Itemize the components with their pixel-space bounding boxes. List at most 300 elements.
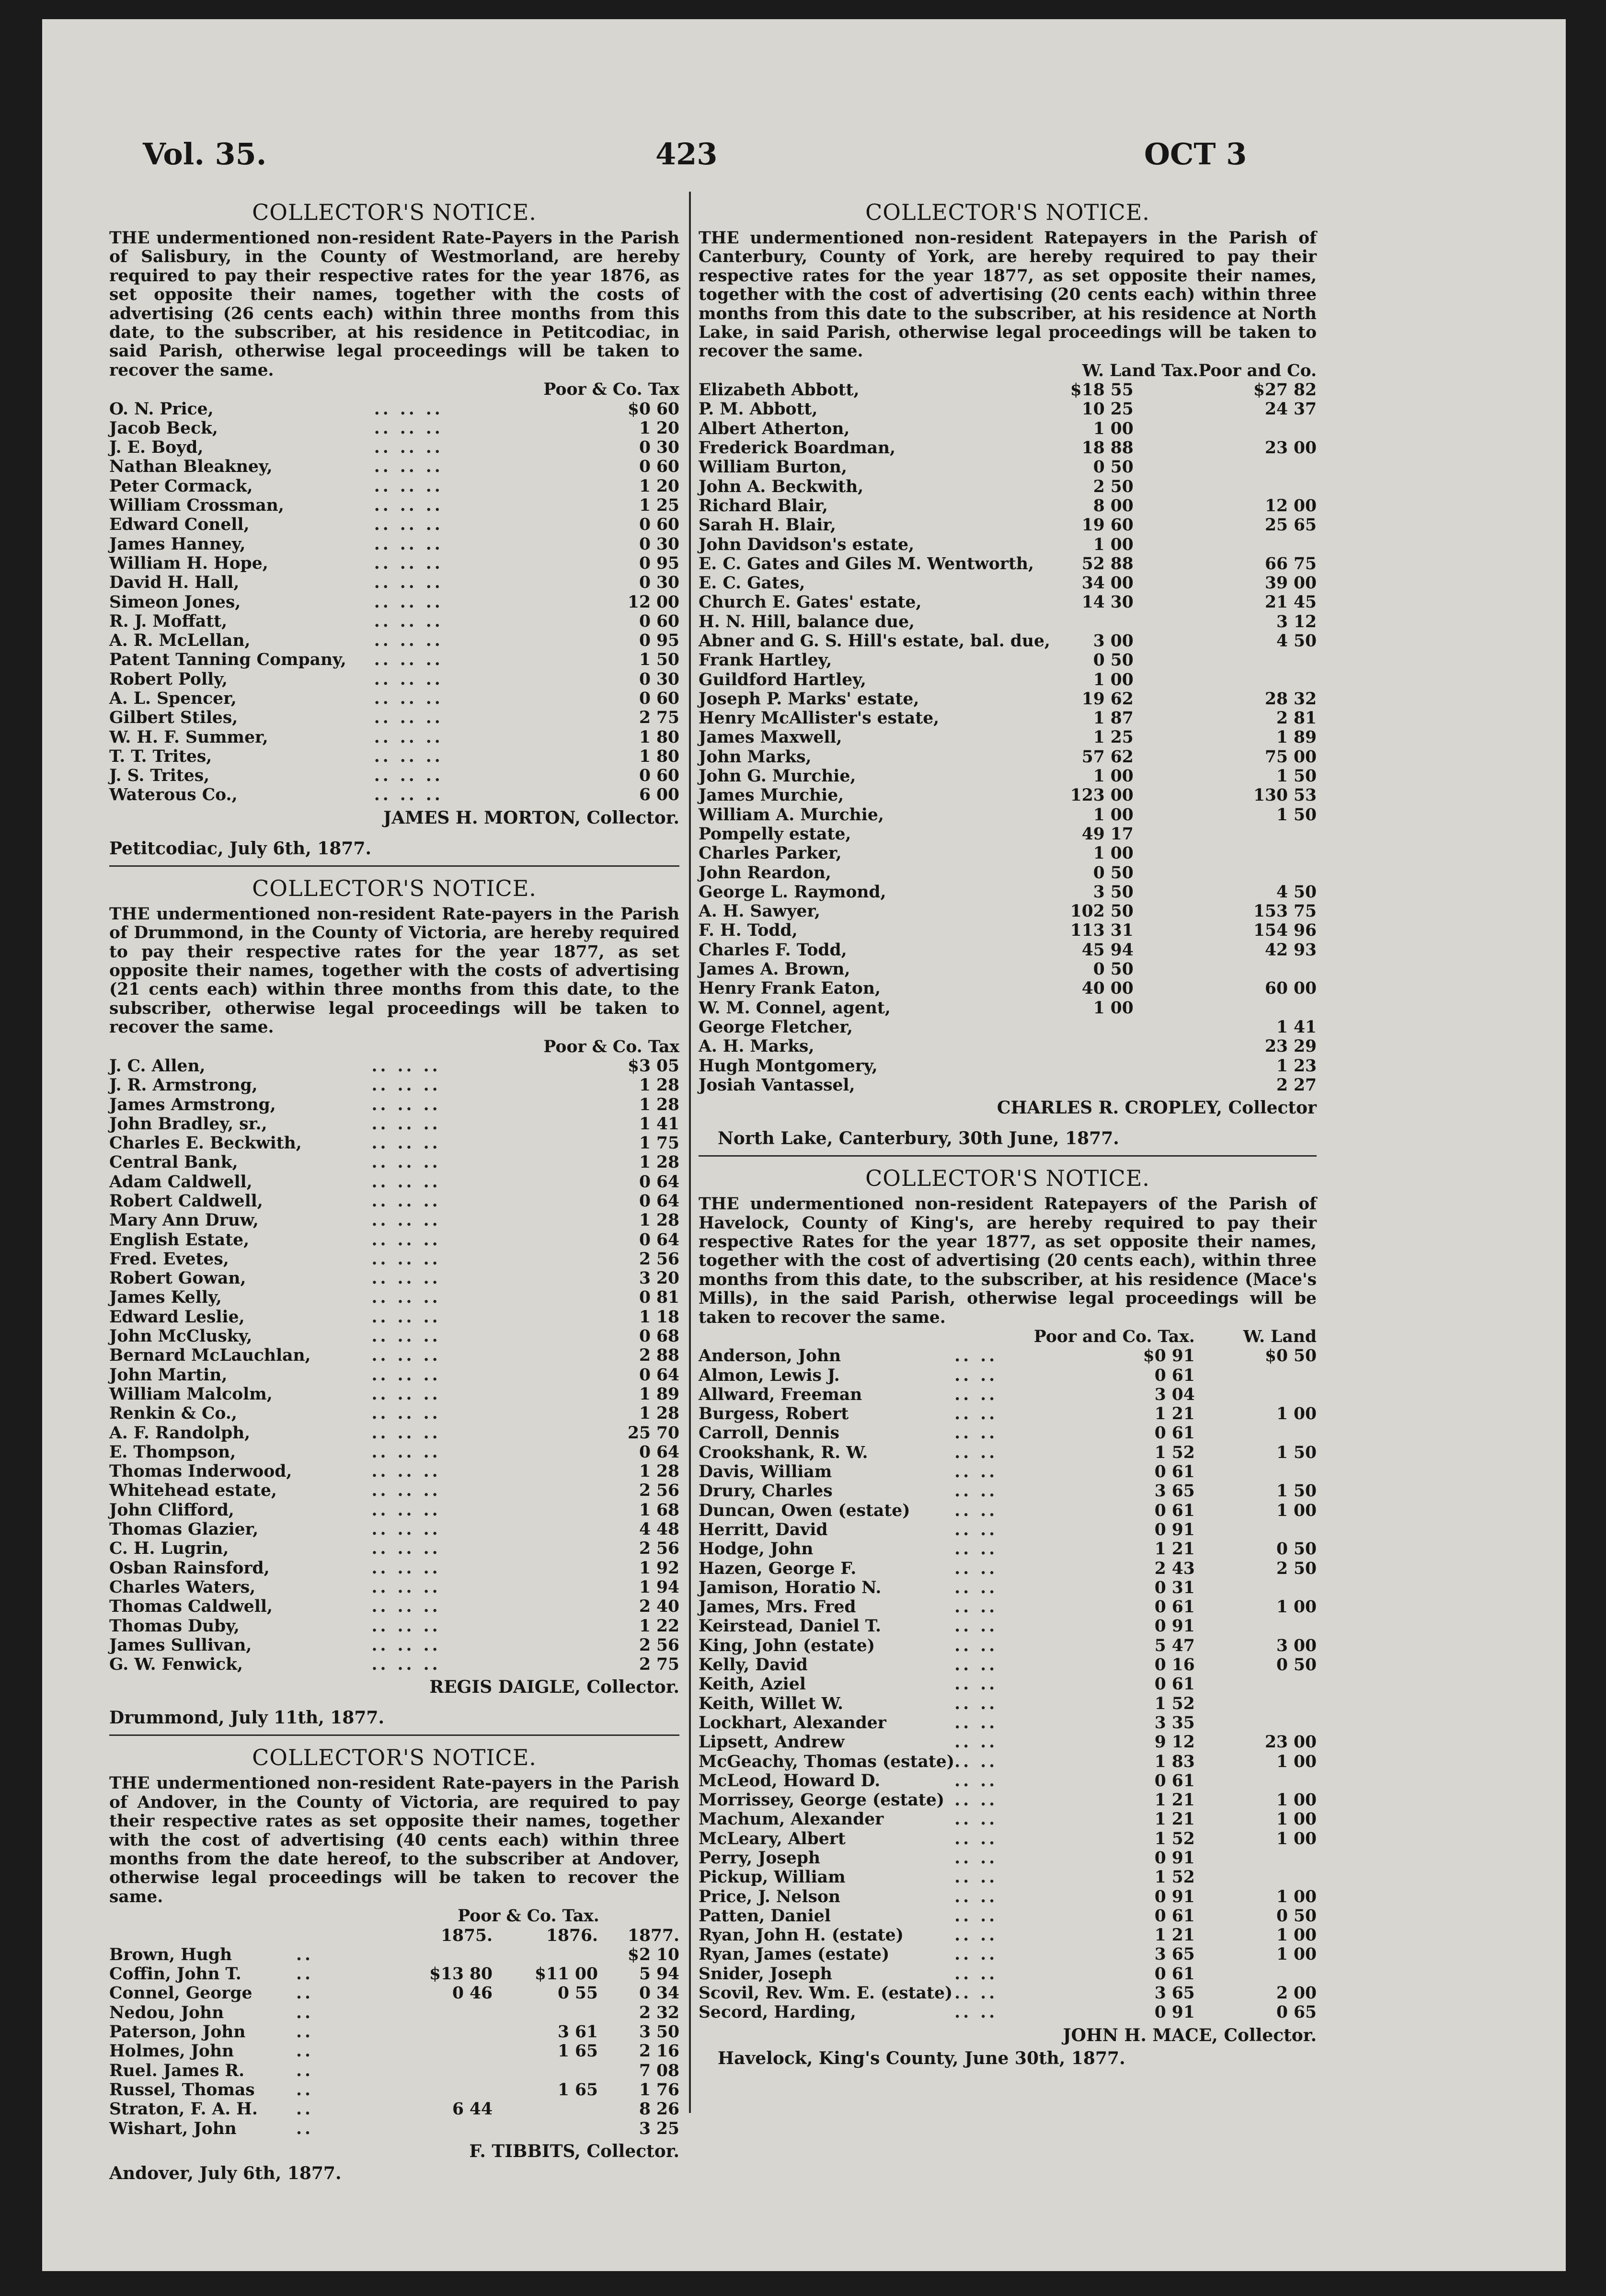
poor-co-tax: 153 75 xyxy=(1253,902,1317,921)
leader-dots: .. .. .. xyxy=(371,1597,441,1617)
notice-title: COLLECTOR'S NOTICE. xyxy=(865,1165,1150,1192)
leader-dots: .. .. .. xyxy=(371,1192,441,1211)
poor-co-tax: 0 61 xyxy=(1154,1964,1195,1984)
tax-amount: 1 28 xyxy=(639,1095,679,1114)
table-header-row xyxy=(699,361,1317,380)
tax-amount: 4 48 xyxy=(639,1520,679,1539)
ratepayer-name: Patent Tanning Company, xyxy=(109,650,346,670)
ratepayer-name: Allward, Freeman xyxy=(699,1385,862,1404)
land-tax xyxy=(1195,1424,1317,1443)
table-row xyxy=(699,477,1317,496)
ratepayer-name: McLeary, Albert xyxy=(699,1829,846,1848)
tax-1877: 3 25 xyxy=(639,2119,679,2138)
poor-co-tax xyxy=(1198,477,1317,496)
land-tax xyxy=(1050,612,1134,631)
land-tax: 1 00 xyxy=(1276,1945,1317,1964)
spacer xyxy=(1134,438,1199,458)
issue-date: OCT 3 xyxy=(1144,137,1247,172)
spacer xyxy=(1134,728,1199,747)
table-row xyxy=(109,747,679,766)
table-row xyxy=(699,1984,1317,2003)
ratepayer-name: Peter Cormack, xyxy=(109,476,253,496)
leader-dots: .. .. xyxy=(954,1964,998,1984)
poor-co-tax: 1 83 xyxy=(1154,1752,1195,1771)
divider xyxy=(109,865,679,867)
leader-dots: .. .. xyxy=(954,1539,998,1559)
leader-dots: .. .. .. xyxy=(374,457,443,477)
land-tax: 49 17 xyxy=(1081,824,1134,844)
table-row xyxy=(699,767,1317,786)
ratepayer-name: Frank Hartley, xyxy=(699,651,832,670)
ratepayer-name: Coffin, John T. xyxy=(109,1964,241,1984)
table-row xyxy=(699,1520,1317,1539)
ratepayer-name: Jamison, Horatio N. xyxy=(699,1578,882,1597)
tax-amount: 0 64 xyxy=(639,1230,679,1250)
ratepayer-name: Frederick Boardman, xyxy=(699,438,896,458)
poor-co-tax: 0 61 xyxy=(1154,1675,1195,1694)
tax-1875: 6 44 xyxy=(452,2100,493,2119)
leader-dots: .. .. xyxy=(954,1713,998,1733)
tax-1876 xyxy=(493,2119,598,2138)
tax-amount: 1 28 xyxy=(639,1211,679,1230)
table-header-row xyxy=(109,1906,679,1926)
ratepayer-name: Gilbert Stiles, xyxy=(109,708,238,728)
leader-dots: .. .. xyxy=(954,1655,998,1675)
ratepayer-name: Thomas Duby, xyxy=(109,1616,240,1636)
table-row xyxy=(699,805,1317,825)
table-row xyxy=(109,1424,679,1443)
table-row xyxy=(699,902,1317,921)
table-row xyxy=(109,1984,679,2003)
poor-co-tax: 25 65 xyxy=(1264,516,1317,535)
ratepayer-name: John McClusky, xyxy=(109,1327,252,1346)
poor-co-tax xyxy=(1198,844,1317,863)
ratepayer-name: James Sullivan, xyxy=(109,1635,252,1655)
tax-amount: 1 75 xyxy=(639,1134,679,1153)
collector-signature: REGIS DAIGLE, Collector. xyxy=(429,1677,679,1698)
poor-co-tax: 1 21 xyxy=(1154,1539,1195,1559)
poor-co-tax: 3 65 xyxy=(1154,1945,1195,1964)
tax-amount: 2 88 xyxy=(639,1346,679,1366)
leader-dots: .. .. xyxy=(954,1346,998,1366)
ratepayer-name: Whitehead estate, xyxy=(109,1481,277,1501)
tax-1876 xyxy=(493,2061,598,2080)
poor-co-tax: 1 23 xyxy=(1276,1056,1317,1076)
table-row xyxy=(699,670,1317,689)
table-row xyxy=(109,2100,679,2119)
land-tax: 19 62 xyxy=(1081,689,1134,709)
ratepayer-name: Sarah H. Blair, xyxy=(699,516,836,535)
tax-amount: 2 56 xyxy=(639,1539,679,1559)
table-row xyxy=(699,1771,1317,1791)
table-row xyxy=(109,1153,679,1172)
table-row xyxy=(699,631,1317,651)
column-header: Poor & Co. Tax. xyxy=(458,1906,599,1926)
tax-amount: 0 64 xyxy=(639,1172,679,1192)
spacer xyxy=(1134,767,1199,786)
table-header-row xyxy=(109,1037,679,1056)
table-row xyxy=(109,612,679,631)
leader-dots: .. .. .. xyxy=(371,1230,441,1250)
ratepayer-name: F. H. Todd, xyxy=(699,921,798,941)
spacer xyxy=(1134,380,1199,400)
table-row xyxy=(699,1037,1317,1056)
table-row xyxy=(699,1926,1317,1945)
tax-amount: 1 20 xyxy=(639,476,679,496)
table-row xyxy=(699,1655,1317,1675)
ratepayer-name: John Davidson's estate, xyxy=(699,535,915,554)
table-row xyxy=(109,1269,679,1288)
ratepayer-name: Osban Rainsford, xyxy=(109,1558,270,1578)
tax-amount: 25 70 xyxy=(627,1423,679,1443)
poor-co-tax: 0 16 xyxy=(1154,1655,1195,1675)
leader-dots: .. .. xyxy=(954,1829,998,1848)
ratepayer-name: George L. Raymond, xyxy=(699,882,886,902)
leader-dots: .. .. .. xyxy=(371,1635,441,1655)
table-row xyxy=(109,573,679,592)
ratepayer-name: George Fletcher, xyxy=(699,1017,853,1037)
spacer xyxy=(1134,477,1199,496)
poor-co-tax: 0 61 xyxy=(1154,1771,1195,1791)
land-tax xyxy=(1195,1617,1317,1636)
land-tax: 1 00 xyxy=(1093,767,1134,786)
table-row xyxy=(109,689,679,708)
ratepayer-name: McGeachy, Thomas (estate) xyxy=(699,1752,955,1771)
land-tax: 0 65 xyxy=(1276,2003,1317,2022)
ratepayer-name: Straton, F. A. H. xyxy=(109,2100,258,2119)
leader-dots: .. .. xyxy=(954,1771,998,1791)
table-row xyxy=(109,1114,679,1134)
poor-co-tax: 154 96 xyxy=(1253,921,1317,941)
poor-co-tax: 2 43 xyxy=(1154,1559,1195,1578)
ratepayer-name: Ruel. James R. xyxy=(109,2061,245,2080)
tax-amount: 1 18 xyxy=(639,1307,679,1327)
leader-dots: .. .. .. xyxy=(374,515,443,535)
ratepayer-name: A. R. McLellan, xyxy=(109,631,251,651)
table-row xyxy=(109,1597,679,1616)
land-tax: 2 50 xyxy=(1093,477,1134,496)
land-tax: 1 00 xyxy=(1093,535,1134,554)
leader-dots: .. .. .. xyxy=(374,534,443,554)
tax-amount: 1 28 xyxy=(639,1462,679,1481)
poor-co-tax: 1 41 xyxy=(1276,1017,1317,1037)
table-row xyxy=(699,1076,1317,1095)
leader-dots: .. .. .. xyxy=(371,1404,441,1424)
table-header-row xyxy=(109,380,679,399)
land-tax: 1 87 xyxy=(1093,709,1134,728)
ratepayer-name: Elizabeth Abbott, xyxy=(699,380,860,400)
ratepayer-name: W. H. F. Summer, xyxy=(109,727,268,747)
ratepayer-name: Thomas Inderwood, xyxy=(109,1462,292,1481)
leader-dots: .. .. xyxy=(954,1462,998,1482)
leader-dots: .. .. xyxy=(954,1636,998,1655)
poor-co-tax: 3 04 xyxy=(1154,1385,1195,1404)
poor-co-tax: 75 00 xyxy=(1264,747,1317,767)
table-row xyxy=(699,999,1317,1018)
ratepayer-name: Keirstead, Daniel T. xyxy=(699,1617,882,1636)
leader-dots: .. .. xyxy=(954,1694,998,1713)
tax-amount: 1 50 xyxy=(639,650,679,670)
land-tax: 1 00 xyxy=(1276,1597,1317,1617)
table-row xyxy=(109,554,679,573)
table-row xyxy=(699,1636,1317,1655)
leader-dots: .. .. .. xyxy=(371,1076,441,1095)
tax-1875: 0 46 xyxy=(452,1984,493,2003)
leader-dots: .. xyxy=(296,2080,314,2100)
leader-dots: .. xyxy=(296,2003,314,2022)
table-row xyxy=(699,979,1317,998)
table-row xyxy=(699,1848,1317,1868)
ratepayer-name: Thomas Caldwell, xyxy=(109,1597,273,1617)
tax-amount: 1 68 xyxy=(639,1500,679,1520)
leader-dots: .. .. .. xyxy=(371,1423,441,1443)
leader-dots: .. .. .. xyxy=(371,1346,441,1366)
ratepayer-name: Duncan, Owen (estate) xyxy=(699,1501,910,1520)
column-header-land: W. Land xyxy=(1243,1327,1317,1346)
tax-amount: 3 20 xyxy=(639,1269,679,1288)
table-row xyxy=(109,457,679,476)
leader-dots: .. .. .. xyxy=(371,1558,441,1578)
land-tax: 8 00 xyxy=(1093,496,1134,516)
poor-co-tax: $0 91 xyxy=(1143,1346,1195,1366)
ratepayer-name: E. Thompson, xyxy=(109,1442,236,1462)
notice-title: COLLECTOR'S NOTICE. xyxy=(252,1745,537,1771)
table-row xyxy=(109,477,679,496)
tax-amount: 1 28 xyxy=(639,1076,679,1095)
spacer xyxy=(1134,516,1199,535)
table-row xyxy=(699,2003,1317,2022)
notice-body: THE undermentioned non-resident Rate-payers in the Parish of Andover, in the County of Victoria, are required to pay their respective rates as set opposite their names, together with the cost of advertising (40 cents each) within three months from the date hereof, to the subscriber at Andover, otherwise legal proceedings will be taken to recover the same. xyxy=(109,1774,679,1906)
ratepayer-name: J. S. Trites, xyxy=(109,766,210,786)
ratepayer-name: James Armstrong, xyxy=(109,1095,276,1114)
ratepayer-name: Hugh Montgomery, xyxy=(699,1056,878,1076)
table-row xyxy=(699,438,1317,458)
land-tax: 45 94 xyxy=(1081,940,1134,960)
year-header-row xyxy=(109,1926,679,1945)
tax-1877: 1 76 xyxy=(639,2080,679,2100)
column-header: Poor & Co. Tax xyxy=(543,1037,679,1056)
table-row xyxy=(699,612,1317,631)
place-date: Drummond, July 11th, 1877. xyxy=(109,1708,384,1728)
leader-dots: .. .. .. xyxy=(371,1134,441,1153)
spacer xyxy=(1134,960,1199,979)
tax-amount: 2 56 xyxy=(639,1481,679,1501)
land-tax: $18 55 xyxy=(1070,380,1134,400)
leader-dots: .. .. .. xyxy=(374,438,443,458)
ratepayer-name: Pickup, William xyxy=(699,1868,846,1887)
table-row xyxy=(699,419,1317,438)
page-number: 423 xyxy=(655,137,718,172)
ratepayer-name: Anderson, John xyxy=(699,1346,841,1366)
tax-amount: 0 30 xyxy=(639,669,679,689)
tax-amount: 0 30 xyxy=(639,534,679,554)
place-date: Havelock, King's County, June 30th, 1877. xyxy=(718,2048,1125,2068)
poor-co-tax: 3 65 xyxy=(1154,1984,1195,2003)
column-divider xyxy=(689,192,691,2113)
tax-table xyxy=(699,1327,1317,2022)
leader-dots: .. .. .. xyxy=(374,631,443,651)
table-row xyxy=(699,1559,1317,1578)
table-row xyxy=(699,709,1317,728)
land-tax: 1 00 xyxy=(1276,1926,1317,1945)
ratepayer-name: Guildford Hartley, xyxy=(699,670,866,689)
poor-co-tax: 0 61 xyxy=(1154,1462,1195,1482)
tax-1877: 5 94 xyxy=(639,1964,679,1984)
land-tax xyxy=(1050,1037,1134,1056)
place-date: Petitcodiac, July 6th, 1877. xyxy=(109,838,372,859)
leader-dots: .. .. xyxy=(954,1675,998,1694)
ratepayer-name: Charles Parker, xyxy=(699,844,842,863)
spacer xyxy=(1134,612,1199,631)
table-row xyxy=(109,2003,679,2022)
poor-co-tax: 1 52 xyxy=(1154,1443,1195,1462)
ratepayer-name: King, John (estate) xyxy=(699,1636,875,1655)
tax-amount: 0 30 xyxy=(639,438,679,458)
left-column xyxy=(109,196,679,2192)
leader-dots: .. .. xyxy=(954,1520,998,1539)
leader-dots: .. .. xyxy=(954,1424,998,1443)
table-row xyxy=(109,438,679,457)
table-row xyxy=(699,1791,1317,1810)
table-row xyxy=(109,1501,679,1520)
land-tax: 34 00 xyxy=(1081,574,1134,593)
land-tax: 3 50 xyxy=(1093,882,1134,902)
ratepayer-name: Keith, Aziel xyxy=(699,1675,806,1694)
table-row xyxy=(699,1404,1317,1424)
ratepayer-name: Price, J. Nelson xyxy=(699,1887,840,1906)
ratepayer-name: William Burton, xyxy=(699,458,847,477)
table-row xyxy=(109,1578,679,1597)
table-row xyxy=(699,593,1317,612)
tax-1876: $11 00 xyxy=(534,1964,598,1984)
tax-1877: 3 50 xyxy=(639,2022,679,2042)
ratepayer-name: John Martin, xyxy=(109,1365,228,1385)
tax-1876: 1 65 xyxy=(557,2080,598,2100)
ratepayer-name: J. E. Boyd, xyxy=(109,438,204,458)
table-row xyxy=(699,747,1317,767)
spacer xyxy=(1134,883,1199,902)
leader-dots: .. xyxy=(296,1984,314,2003)
table-row xyxy=(109,1250,679,1269)
leader-dots: .. .. .. xyxy=(374,573,443,593)
poor-co-tax: 1 21 xyxy=(1154,1926,1195,1945)
ratepayer-name: Drury, Charles xyxy=(699,1481,833,1501)
tax-amount: 12 00 xyxy=(627,592,679,612)
table-row xyxy=(699,458,1317,477)
ratepayer-name: Snider, Joseph xyxy=(699,1964,832,1984)
leader-dots: .. .. .. xyxy=(371,1384,441,1404)
land-tax: 1 00 xyxy=(1093,844,1134,863)
tax-1877: 7 08 xyxy=(639,2061,679,2080)
table-row xyxy=(109,515,679,534)
tax-amount: 1 20 xyxy=(639,418,679,438)
table-row xyxy=(699,883,1317,902)
poor-co-tax: 1 52 xyxy=(1154,1868,1195,1887)
land-tax: 0 50 xyxy=(1093,863,1134,883)
ratepayer-name: Perry, Joseph xyxy=(699,1848,820,1868)
table-row xyxy=(699,1597,1317,1617)
column-header-poor: Poor and Co. Tax. xyxy=(1033,1327,1195,1346)
leader-dots: .. xyxy=(296,1964,314,1984)
land-tax xyxy=(1195,1868,1317,1887)
tax-table xyxy=(699,361,1317,1095)
ratepayer-name: Charles E. Beckwith, xyxy=(109,1134,302,1153)
tax-amount: 0 68 xyxy=(639,1327,679,1346)
ratepayer-name: A. H. Marks, xyxy=(699,1037,814,1056)
ratepayer-name: John Clifford, xyxy=(109,1500,234,1520)
land-tax: 0 50 xyxy=(1276,1539,1317,1559)
land-tax xyxy=(1195,1675,1317,1694)
leader-dots: .. .. .. xyxy=(371,1500,441,1520)
tax-1876 xyxy=(493,1945,598,1964)
table-row xyxy=(699,1733,1317,1752)
ratepayer-name: E. C. Gates and Giles M. Wentworth, xyxy=(699,554,1034,574)
ratepayer-name: James Kelly, xyxy=(109,1288,222,1308)
land-tax xyxy=(1195,1964,1317,1984)
land-tax: 52 88 xyxy=(1081,554,1134,574)
ratepayer-name: Simeon Jones, xyxy=(109,592,241,612)
tax-1875 xyxy=(378,2119,493,2138)
leader-dots: .. .. xyxy=(954,1617,998,1636)
ratepayer-name: T. T. Trites, xyxy=(109,746,212,766)
spacer xyxy=(1134,902,1199,921)
leader-dots: .. .. .. xyxy=(371,1655,441,1675)
spacer xyxy=(1134,419,1199,438)
poor-co-tax: 9 12 xyxy=(1154,1733,1195,1752)
table-row xyxy=(699,1385,1317,1404)
leader-dots: .. .. xyxy=(954,1443,998,1462)
land-tax xyxy=(1050,1056,1134,1076)
table-row xyxy=(699,554,1317,574)
tax-amount: 1 92 xyxy=(639,1558,679,1578)
leader-dots: .. .. xyxy=(954,1791,998,1810)
notice-body: THE undermentioned non-resident Rate-payers in the Parish of Drummond, in the County of Victoria, are hereby required to pay their respective rates for the year 1877, as set opposite their names, together with the costs of advertising (21 cents each) within three months from this date, to the subscriber, otherwise legal proceedings will be taken to recover the same. xyxy=(109,904,679,1037)
table-row xyxy=(109,1443,679,1462)
land-tax: 1 25 xyxy=(1093,728,1134,747)
ratepayer-name: Secord, Harding, xyxy=(699,2003,856,2022)
leader-dots: .. .. .. xyxy=(371,1153,441,1172)
table-row xyxy=(699,1424,1317,1443)
table-row xyxy=(109,496,679,515)
land-tax xyxy=(1195,1385,1317,1404)
notice-title: COLLECTOR'S NOTICE. xyxy=(252,199,537,225)
leader-dots: .. .. xyxy=(954,1810,998,1829)
leader-dots: .. .. .. xyxy=(374,476,443,496)
land-tax: 10 25 xyxy=(1081,400,1134,419)
spacer xyxy=(1134,709,1199,728)
ratepayer-name: Josiah Vantassel, xyxy=(699,1075,855,1095)
leader-dots: .. .. .. xyxy=(374,746,443,766)
land-tax: 1 50 xyxy=(1276,1481,1317,1501)
table-row xyxy=(109,766,679,785)
poor-co-tax xyxy=(1198,651,1317,670)
land-tax xyxy=(1195,1366,1317,1385)
newspaper-page xyxy=(42,19,1566,2271)
leader-dots: .. .. .. xyxy=(371,1539,441,1559)
ratepayer-name: William Crossman, xyxy=(109,496,284,516)
ratepayer-name: E. C. Gates, xyxy=(699,574,805,593)
collector-signature: JAMES H. MORTON, Collector. xyxy=(383,807,679,828)
leader-dots: .. xyxy=(296,1945,314,1964)
table-row xyxy=(699,1829,1317,1848)
leader-dots: .. xyxy=(296,2042,314,2061)
ratepayer-name: J. C. Allen, xyxy=(109,1056,206,1076)
tax-amount: 0 60 xyxy=(639,766,679,786)
ratepayer-name: Thomas Glazier, xyxy=(109,1520,259,1539)
tax-amount: 0 64 xyxy=(639,1192,679,1211)
ratepayer-name: Charles F. Todd, xyxy=(699,940,847,960)
table-row xyxy=(699,863,1317,883)
